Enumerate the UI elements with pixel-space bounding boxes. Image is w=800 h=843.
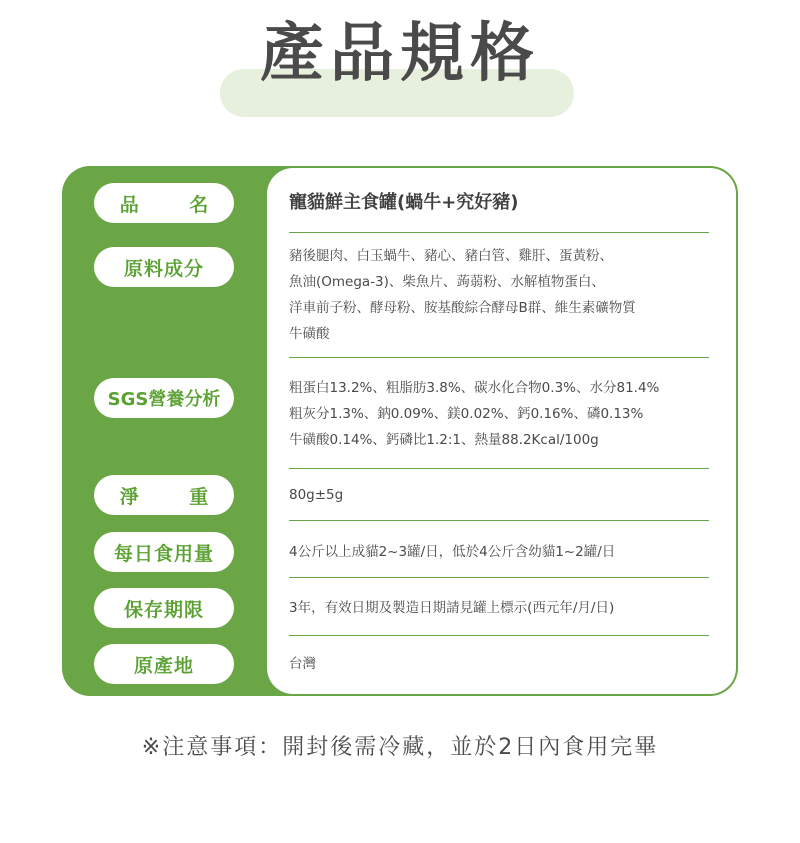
- page-title: 產品規格: [260, 17, 540, 91]
- value-line: 4公斤以上成貓2~3罐/日，低於4公斤含幼貓1~2罐/日: [289, 544, 616, 560]
- title-section: [0, 0, 800, 130]
- value-line: 3年，有效日期及製造日期請見罐上標示(西元年/月/日): [289, 600, 615, 616]
- label-shelf-life: 保存期限: [94, 588, 234, 628]
- value-line: 豬後腿肉、白玉蝸牛、豬心、豬白管、雞肝、蛋黃粉、: [289, 248, 613, 264]
- label-product-name: 品 名: [94, 183, 234, 223]
- divider: [289, 635, 709, 636]
- label-nutrition-analysis: SGS營養分析: [94, 378, 234, 418]
- divider: [289, 232, 709, 233]
- value-daily-amount: [289, 539, 719, 565]
- value-shelf-life: [289, 595, 719, 621]
- value-line: 80g±5g: [289, 487, 344, 503]
- value-ingredients: [289, 243, 719, 347]
- value-product-name: [289, 188, 719, 218]
- value-line: 粗灰分1.3%、鈉0.09%、鎂0.02%、鈣0.16%、磷0.13%: [289, 406, 644, 422]
- divider: [289, 577, 709, 578]
- value-line: 寵貓鮮主食罐(蝸牛+究好豬): [289, 192, 519, 213]
- label-origin: 原產地: [94, 644, 234, 684]
- value-line: 台灣: [289, 656, 316, 672]
- value-line: 粗蛋白13.2%、粗脂肪3.8%、碳水化合物0.3%、水分81.4%: [289, 380, 660, 396]
- value-net-weight: [289, 482, 719, 508]
- label-net-weight: 淨 重: [94, 475, 234, 515]
- notice-text: ※注意事項：開封後需冷藏，並於2日內食用完畢: [141, 735, 659, 760]
- value-line: 魚油(Omega-3)、柴魚片、蒟蒻粉、水解植物蛋白、: [289, 274, 605, 290]
- divider: [289, 468, 709, 469]
- divider: [289, 357, 709, 358]
- value-line: 牛磺酸0.14%、鈣磷比1.2:1、熱量88.2Kcal/100g: [289, 432, 599, 448]
- value-line: 洋車前子粉、酵母粉、胺基酸綜合酵母B群、維生素礦物質: [289, 300, 636, 316]
- value-line: 牛磺酸: [289, 326, 330, 342]
- divider: [289, 520, 709, 521]
- label-ingredients: 原料成分: [94, 247, 234, 287]
- label-daily-amount: 每日食用量: [94, 532, 234, 572]
- value-origin: [289, 651, 719, 677]
- value-nutrition-analysis: [289, 375, 719, 453]
